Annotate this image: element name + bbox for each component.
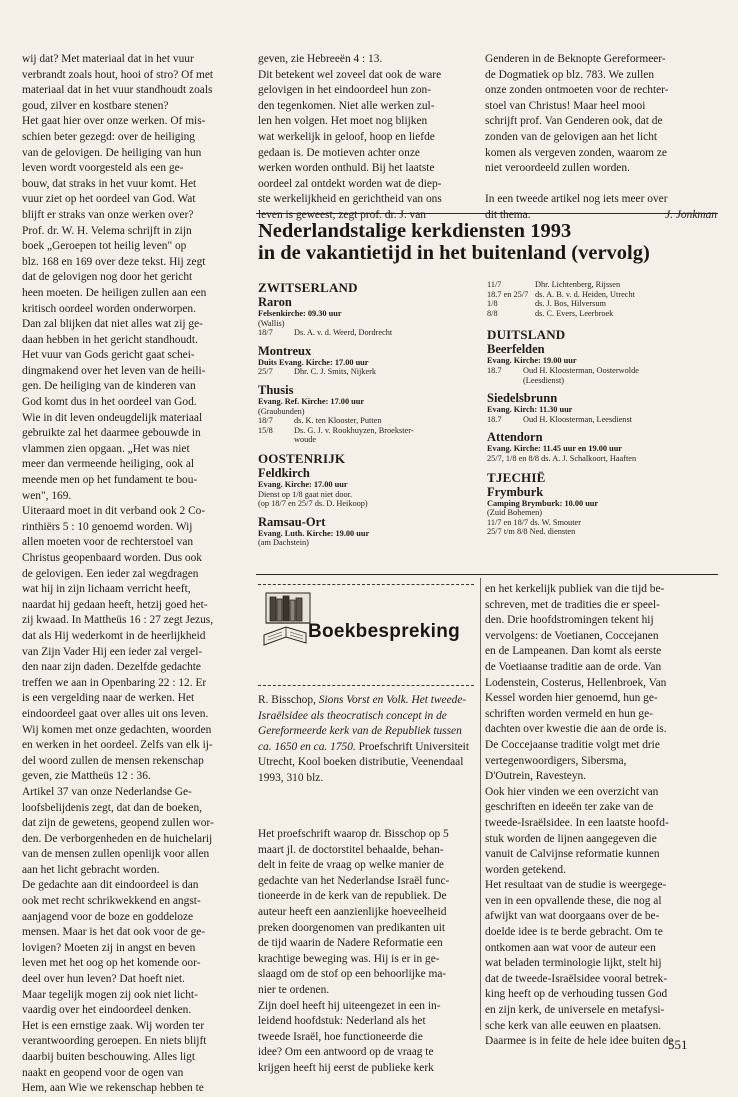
service-row: [487, 309, 717, 319]
service-note: Dienst op 1/8 gaat niet door.: [258, 489, 353, 499]
book-author: R. Bisschop,: [258, 694, 319, 706]
service-minister: ds. A. B. v. d. Heiden, Utrecht: [535, 289, 635, 299]
text-line: wen", 169.: [22, 489, 72, 502]
text-line: rinthiërs 5 : 10 genoemd worden. Wij: [22, 520, 193, 533]
text-line: blz. 168 en 169 over deze tekst. Hij zegt: [22, 255, 206, 268]
text-line: ontkomen aan wat voor de auteur een: [485, 941, 656, 954]
place-heading: Feldkirch: [258, 465, 310, 480]
region: (Graubunden): [258, 406, 305, 416]
church-time: Evang. Kirche: 17.00 uur: [258, 479, 348, 489]
text-line: komen als vergeven zonden, waarom ze: [485, 146, 667, 159]
text-line: leven wordt voorgesteld als een ge-: [22, 162, 184, 175]
text-line: verantwoording geroepen. En niets blijft: [22, 1035, 207, 1048]
text-line: Wij komen met onze gedachten, woorden: [22, 723, 212, 736]
text-line: de tijd waarin de Nadere Reformatie een: [258, 937, 443, 950]
service-minister: ds. J. Bos, Hilversum: [535, 299, 606, 309]
church-time: Duits Evang. Kirche: 17.00 uur: [258, 357, 369, 367]
text-line: ook met recht schrikwekkend en angst-: [22, 895, 201, 908]
service-row: [258, 328, 476, 338]
text-line: Hem, aan Wie we rekenschap hebben te: [22, 1082, 204, 1095]
service-date: 11/7: [487, 280, 502, 289]
text-line: maart jl. de doctorstitel behaalde, behan-: [258, 843, 444, 856]
service-row: [487, 415, 717, 425]
text-line: ven in een opvallende these, die nog al: [485, 894, 662, 907]
services-left-column: [258, 280, 476, 548]
text-line: slaagd om de stof op een behoorlijke ma-: [258, 968, 447, 981]
service-row: [487, 299, 717, 309]
text-line: doelde idee is te berde gebracht. Om te: [485, 926, 663, 939]
text-line: aanjagend voor de boze en goddeloze: [22, 910, 194, 923]
text-line: daarbij buiten beschouwing. Alles ligt: [22, 1051, 196, 1063]
text-line: goud, zilver en kostbare stenen?: [22, 99, 169, 112]
text-line: leidend hoofdstuk: Nederland als het: [258, 1015, 426, 1028]
church-time: Evang. Kirche: 19.00 uur: [487, 356, 577, 366]
text-line: Het is een ernstige zaak. Wij worden ter: [22, 1019, 205, 1032]
author-signature: J. Jonkman: [665, 208, 717, 221]
text-line: allen moeten voor de rechterstoel van: [22, 536, 194, 549]
text-line: Het proefschrift waarop dr. Bisschop op 5: [258, 828, 449, 840]
service-continuation: (Leesdienst): [523, 375, 565, 385]
text-line: tweede Israël, hoe functioneerde die: [258, 1030, 423, 1043]
text-line: wat werkelijk in geloof, hoop en liefde: [258, 130, 435, 143]
text-line: del woord zullen de mensen rekenschap: [22, 754, 204, 767]
service-note: 25/7, 1/8 en 8/8 ds. A. J. Schalkoort, Haaften: [487, 453, 637, 463]
book-reference: [258, 693, 476, 787]
service-row: [487, 290, 717, 300]
service-minister: Dhr. C. J. Smits, Nijkerk: [294, 367, 377, 377]
text-line: Genderen in de Beknopte Gereformeer-: [485, 53, 666, 65]
region: (Zuid Bohemen): [487, 508, 543, 518]
section-rule-middle: [256, 574, 718, 575]
text-line: den naar zijn daden. Dezelfde gedachte: [22, 661, 201, 674]
text-line: dat als Hij wederkomt in de heerlijkheid: [22, 629, 206, 642]
service-continuation: woude: [294, 435, 317, 445]
text-line: krachtige beweging was. Hij is er in ge-: [258, 952, 440, 965]
text-line: wij dat? Met materiaal dat in het vuur: [22, 53, 194, 65]
text-line: schriften worden vermeld en hun ge-: [485, 707, 653, 720]
region: (Wallis): [258, 318, 285, 328]
service-date: 25/7: [258, 367, 273, 377]
text-line: wat hij in zijn lichaam verricht heeft,: [22, 583, 191, 596]
place-heading: Beerfelden: [487, 342, 545, 357]
column-2-top: [258, 52, 496, 224]
text-line: Kessel worden hier genoemd, hun ge-: [485, 692, 658, 705]
column-3-top: [485, 52, 717, 224]
text-line: vanuit de Calvijnse reformatie kunnen: [485, 848, 660, 861]
text-line: worden getekend.: [485, 863, 566, 876]
text-line: heen moeten. De heiligen zullen aan een: [22, 286, 207, 299]
text-line: dat de gelovigen nog door het gericht: [22, 271, 193, 284]
text-line: vlammen zien opgaan. „Het was niet: [22, 442, 190, 455]
text-line: Dan zal blijken dat niet alles wat zij ge-: [22, 318, 203, 331]
service-minister: Oud H. Kloosterman, Leesdienst: [523, 414, 632, 424]
place-heading: Ramsau-Ort: [258, 514, 326, 529]
section-rule-top: [256, 213, 718, 214]
text-line: lovigen? Moeten zij in angst en beven: [22, 941, 196, 954]
text-line: daan hebben in het gericht standhoudt.: [22, 333, 198, 346]
service-row: [258, 367, 476, 377]
text-line: meende men op het fundament te bou-: [22, 474, 198, 487]
place-heading: Attendorn: [487, 430, 543, 445]
text-line: is een vergelding naar de werken. Het: [22, 692, 195, 705]
region: (am Dachstein): [258, 538, 309, 548]
service-date: 18.7: [487, 365, 502, 375]
text-line: materiaal dat in het vuur standhoudt zoals: [22, 84, 213, 97]
text-line: stuk worden de lijnen aangegeven die: [485, 832, 657, 845]
text-line: werken worden onthuld. Bij het laatste: [258, 162, 435, 175]
text-line: len hen volgen. Het moet nog blijken: [258, 115, 428, 128]
service-row: [487, 366, 717, 376]
text-line: en werken in het oordeel. Zelfs van elk ij-: [22, 739, 213, 752]
text-line: meer dan vermeende heiliging, ook al: [22, 458, 195, 471]
text-line: Artikel 37 van onze Nederlandse Ge-: [22, 785, 192, 798]
text-line: naardat hij gedaan heeft, hetzij goed het-: [22, 598, 208, 611]
text-line: vertegenwoordigers, Sibersma,: [485, 754, 627, 767]
text-line: boek „Geroepen tot heilig leven" op: [22, 240, 187, 253]
column-3-top-lines: [485, 52, 717, 208]
text-line: Uiteraard moet in dit verband ook 2 Co-: [22, 505, 206, 518]
text-line: dat de tweede-Israëlsidee vooral betrek-: [485, 972, 668, 985]
services-right-column: [487, 280, 717, 537]
place-heading: Frymburk: [487, 484, 544, 499]
text-line: Maar tegelijk mogen zij ook niet licht-: [22, 988, 198, 1001]
text-line: Daarmee is in feite de hele idee buiten de: [485, 1035, 674, 1048]
text-line: zij kwaad. In Mattheüs 16 : 27 zegt Jezus,: [22, 614, 214, 627]
text-line: delt in feite de vraag op welke manier de: [258, 859, 444, 872]
text-line: gelovigen in het eindoordeel hun zon-: [258, 84, 432, 97]
text-line: den. De verborgenheden en de huichelarij: [22, 832, 213, 845]
text-line: sche kerk van alle eeuwen en plaatsen.: [485, 1019, 662, 1032]
text-line: leven met het oog op het komende oor-: [22, 957, 201, 970]
text-line: blijft er straks van onze werken over?: [22, 208, 194, 221]
service-minister: ds. C. Evers, Leerbroek: [535, 308, 614, 318]
service-date: 1/8: [487, 299, 498, 309]
book-publication: Proefschrift Universiteit Utrecht, Kool boeken distributie, Veenendaal 1993, 310 blz.: [258, 740, 469, 784]
text-line: de Voetiaanse traditie aan de orde. Van: [485, 660, 662, 673]
article-title-line-2: in de vakantietijd in het buitenland (vervolg): [258, 242, 650, 264]
country-heading: ZWITSERLAND: [258, 280, 358, 295]
text-line: geven, zie Hebreeën 4 : 13.: [258, 53, 383, 65]
page-number: 551: [668, 1037, 688, 1052]
text-line: krijgen heeft hij eerst de publieke kerk: [258, 1061, 434, 1074]
text-line: bouw, dat straks in het vuur komt. Het: [22, 177, 197, 190]
text-line: vaardig over het eindoordeel denken.: [22, 1004, 192, 1017]
text-line: treffen we aan in Openbaring 22 : 12. Er: [22, 676, 207, 689]
text-line: dingmakend over het leven van de heili-: [22, 364, 206, 377]
text-line: oordeel zal ontdekt worden wat de diep-: [258, 177, 442, 190]
text-line: en de Lampeanen. Dan komt als eerste: [485, 645, 662, 658]
text-line: geven, zie Mattheüs 12 : 36.: [22, 770, 151, 783]
place-heading: Siedelsbrunn: [487, 391, 558, 406]
text-line: gedaan is. De motieven achter onze: [258, 146, 420, 159]
text-line: gebruikte zal het daarmee gebouwde in: [22, 427, 201, 440]
service-minister: Ds. A. v. d. Weerd, Dordrecht: [294, 328, 393, 338]
text-line: dat zijn de gewetens, geopend zullen wor-: [22, 817, 214, 830]
text-line: schien beter gezegd: over de heiliging: [22, 130, 196, 143]
text-line: van de mensen zullen openlijk voor allen: [22, 848, 210, 861]
service-date: 15/8: [258, 425, 273, 435]
text-line: aan het licht gebracht worden.: [22, 863, 160, 876]
text-line: Lodenstein, Costerus, Hellenbroek, Van: [485, 676, 667, 689]
text-line: wat beladen terminologie lijkt, stelt hij: [485, 957, 662, 970]
text-line: gen. De heiliging van de kinderen van: [22, 380, 196, 393]
church-time: Evang. Kirch: 11.30 uur: [487, 405, 573, 415]
church-time: Evang. Luth. Kirche: 19.00 uur: [258, 528, 370, 538]
text-line: stoel van Christus! Maar heel mooi: [485, 99, 646, 112]
text-line: schrijft prof. Van Genderen ook, dat de: [485, 115, 663, 128]
text-line: niet veroordeeld zullen worden.: [485, 162, 630, 175]
text-line: ste werkelijkheid en gerichtheid van ons: [258, 193, 442, 206]
column-2-bottom: [258, 827, 474, 1077]
text-line: geschriften en ideeën ter zake van de: [485, 801, 654, 814]
text-line: schreven, met de tradities die er speel-: [485, 598, 660, 611]
text-line: Het vuur van Gods gericht gaat schei-: [22, 349, 195, 362]
last-line-text: dit thema.: [485, 208, 531, 221]
service-date: 18.7 en 25/7: [487, 289, 529, 299]
service-minister: Oud H. Kloosterman, Oosterwolde: [523, 365, 639, 375]
text-line: vuur ziet op het oordeel van God. Wat: [22, 193, 196, 206]
country-heading: DUITSLAND: [487, 327, 566, 343]
country-heading: OOSTENRIJK: [258, 450, 346, 466]
church-time: Evang. Ref. Kirche: 17.00 uur: [258, 396, 365, 406]
service-row: [258, 416, 476, 426]
text-line: In een tweede artikel nog iets meer over: [485, 193, 668, 206]
text-line: Het gaat hier over onze werken. Of mis-: [22, 115, 206, 128]
text-line: kritisch oordeel worden onderworpen.: [22, 302, 196, 315]
text-line: gedachte van het Nederlandse Israël func-: [258, 874, 450, 887]
text-line: De gedachte aan dit eindoordeel is dan: [22, 879, 199, 892]
text-line: van de gelovigen. De heiliging van hun: [22, 146, 202, 159]
text-line: de gelovigen. Een ieder zal wegdragen: [22, 567, 199, 580]
church-time: Felsenkirche: 09.30 uur: [258, 309, 342, 318]
text-line: God komt dus in het oordeel van God.: [22, 396, 197, 409]
text-line: loofsbelijdenis zegt, dat dan de boeken,: [22, 801, 202, 814]
text-line: Ook hier vinden we een overzicht van: [485, 785, 659, 798]
text-line: nier te ordenen.: [258, 983, 330, 996]
service-minister: Dhr. Lichtenberg, Rijssen: [535, 280, 621, 289]
text-line: deel over hun leven? Dat hoeft niet.: [22, 973, 185, 986]
service-date: 8/8: [487, 308, 498, 318]
text-line: afwijkt van wat doorgaans over de be-: [485, 910, 660, 923]
text-line: Het resultaat van de studie is weergege-: [485, 879, 667, 892]
text-line: en zijn kerk, de universele en metafysi-: [485, 1004, 665, 1017]
article-title-line-1: Nederlandstalige kerkdiensten 1993: [258, 220, 572, 242]
church-time: Evang. Kirche: 11.45 uur en 19.00 uur: [487, 444, 622, 454]
text-line: auteur heeft een aanzienlijke hoeveelheid: [258, 905, 447, 918]
country-heading: TJECHIË: [487, 469, 546, 485]
text-line: tweede-Israëlsidee. In een laatste hoofd-: [485, 816, 669, 829]
text-line: Zijn doel heeft hij uiteengezet in een in-: [258, 999, 441, 1012]
text-line: leven is geweest, zegt prof. dr. J. van: [258, 208, 426, 221]
text-line: en het kerkelijk publiek van die tijd be-: [485, 583, 665, 595]
text-line: king heeft op de verhouding tussen God: [485, 988, 668, 1001]
text-line: van Zijn Vader Hij een ieder zal vergel-: [22, 645, 203, 658]
text-line: eindoordeel gaat over alles uit ons leven.: [22, 707, 209, 720]
place-heading: Raron: [258, 295, 292, 309]
book-review-header-box: [258, 584, 474, 686]
text-line: mensen. Maar is het dat ook voor de ge-: [22, 926, 206, 939]
text-line: dachten over kwestie die aan de orde is.: [485, 723, 667, 736]
service-note: (op 18/7 en 25/7 ds. D. Heikoop): [258, 499, 368, 509]
book-review-heading: Boekbespreking: [308, 621, 461, 642]
service-date: 18/7: [258, 416, 273, 426]
church-time: Camping Brymburk: 10.00 uur: [487, 498, 599, 508]
service-date: 18.7: [487, 414, 502, 424]
text-line: idee? Om een antwoord op de vraag te: [258, 1046, 434, 1059]
text-line: den tegenkomen. Niet alle werken zul-: [258, 99, 435, 112]
text-line: Dit betekent wel zoveel dat ook de ware: [258, 68, 442, 81]
text-line: zonden van de gelovigen aan het licht: [485, 130, 658, 143]
service-minister: Ds. G. J. v. Rookhuyzen, Broekster-: [294, 425, 414, 435]
place-heading: Montreux: [258, 343, 312, 358]
text-line: Prof. dr. W. H. Velema schrijft in zijn: [22, 224, 192, 237]
service-note: 25/7 t/m 8/8 Ned. diensten: [487, 527, 576, 537]
column-1: [22, 52, 260, 1097]
text-line: den. Drie hoofdstromingen tekent hij: [485, 614, 654, 627]
text-line: vervolgens: de Voetianen, Coccejanen: [485, 629, 659, 642]
text-line: [485, 177, 717, 193]
text-line: D'Outrein, Ravesteyn.: [485, 770, 587, 783]
service-minister: ds. K. ten Klooster, Putten: [294, 416, 382, 426]
article-title: [258, 220, 718, 264]
column-3-bottom: [485, 582, 717, 1050]
text-line: verbrandt zoals hout, hooi of stro? Of met: [22, 68, 214, 81]
text-line: preken doorgenomen van predikanten uit: [258, 921, 446, 934]
text-line: de Dogmatiek op blz. 783. We zullen: [485, 68, 655, 81]
text-line: onze zonden ontmoeten voor de rechter-: [485, 84, 669, 97]
text-line: naakt en geopend voor de ogen van: [22, 1066, 184, 1079]
service-date: 18/7: [258, 328, 273, 338]
place-heading: Thusis: [258, 382, 294, 397]
column-divider: [480, 578, 481, 1030]
text-line: De Coccejaanse traditie volgt met drie: [485, 738, 660, 751]
book-title: Sions Vorst en Volk. Het tweede-Israëlsidee als theocratisch concept in de Gereformeerde kerk van de Republiek tussen ca. 1650 en ca. 1750.: [258, 694, 467, 753]
service-row: [487, 280, 717, 290]
service-row: [258, 426, 476, 436]
text-line: Christus geopenbaard worden. Dus ook: [22, 552, 203, 564]
service-note: 11/7 en 18/7 ds. W. Smouter: [487, 517, 581, 527]
text-line: Wie in dit leven ondeugdelijk materiaal: [22, 411, 203, 424]
text-line: tioneerde in de kerk van de republiek. De: [258, 890, 447, 903]
